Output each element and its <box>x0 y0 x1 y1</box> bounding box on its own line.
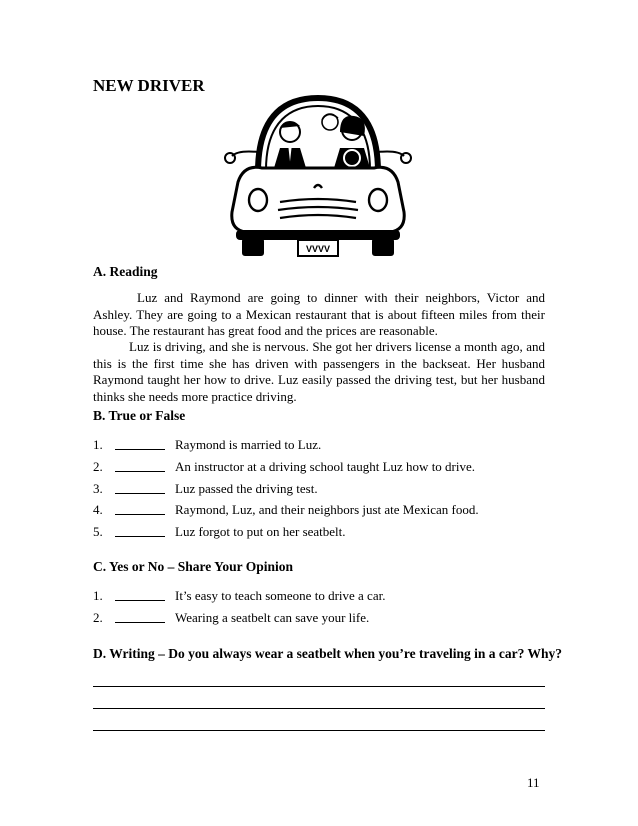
item-text: It’s easy to teach someone to drive a car. <box>175 588 386 603</box>
answer-blank[interactable] <box>115 622 165 623</box>
page-number: 11 <box>527 775 540 790</box>
writing-line[interactable] <box>93 730 545 731</box>
yes-no-item <box>93 588 545 606</box>
item-number: 5. <box>93 524 103 539</box>
answer-blank[interactable] <box>115 514 165 515</box>
answer-blank[interactable] <box>115 471 165 472</box>
true-false-item <box>93 524 545 542</box>
answer-blank[interactable] <box>115 536 165 537</box>
item-number: 1. <box>93 588 103 603</box>
yes-no-heading: C. Yes or No – Share Your Opinion <box>93 559 294 574</box>
reading-paragraph-2: Luz is driving, and she is nervous. She got her drivers license a month ago, and this is the first time she has driven with passengers in the backseat. Her husband Raymond taught her how to drive. Luz easily passed the driving test, but her husband thinks she needs more practice driving. <box>93 339 545 404</box>
item-text: Luz forgot to put on her seatbelt. <box>175 524 346 539</box>
item-text: Luz passed the driving test. <box>175 481 318 496</box>
yes-no-item <box>93 610 545 628</box>
answer-blank[interactable] <box>115 449 165 450</box>
page-title: NEW DRIVER <box>93 76 205 95</box>
writing-heading: D. Writing – Do you always wear a seatbelt when you’re traveling in a car? Why? <box>93 646 562 661</box>
item-text: Wearing a seatbelt can save your life. <box>175 610 370 625</box>
true-false-item <box>93 481 545 499</box>
car-with-passengers-icon <box>218 92 416 264</box>
answer-blank[interactable] <box>115 600 165 601</box>
true-false-item <box>93 502 545 520</box>
item-number: 4. <box>93 502 103 517</box>
item-number: 1. <box>93 437 103 452</box>
item-number: 2. <box>93 459 103 474</box>
writing-line[interactable] <box>93 708 545 709</box>
item-text: Raymond, Luz, and their neighbors just ate Mexican food. <box>175 502 479 517</box>
reading-heading: A. Reading <box>93 264 158 279</box>
true-false-heading: B. True or False <box>93 408 186 423</box>
item-number: 3. <box>93 481 103 496</box>
answer-blank[interactable] <box>115 493 165 494</box>
writing-line[interactable] <box>93 686 545 687</box>
item-number: 2. <box>93 610 103 625</box>
item-text: An instructor at a driving school taught Luz how to drive. <box>175 459 476 474</box>
item-text: Raymond is married to Luz. <box>175 437 322 452</box>
reading-paragraph-1: Luz and Raymond are going to dinner with their neighbors, Victor and Ashley. They are going to a Mexican restaurant that is about fifteen miles from their house. The restaurant has great food and the prices are reasonable. <box>93 290 545 338</box>
true-false-item <box>93 459 545 477</box>
true-false-item <box>93 437 545 455</box>
license-plate-text: VVVV <box>305 244 331 254</box>
